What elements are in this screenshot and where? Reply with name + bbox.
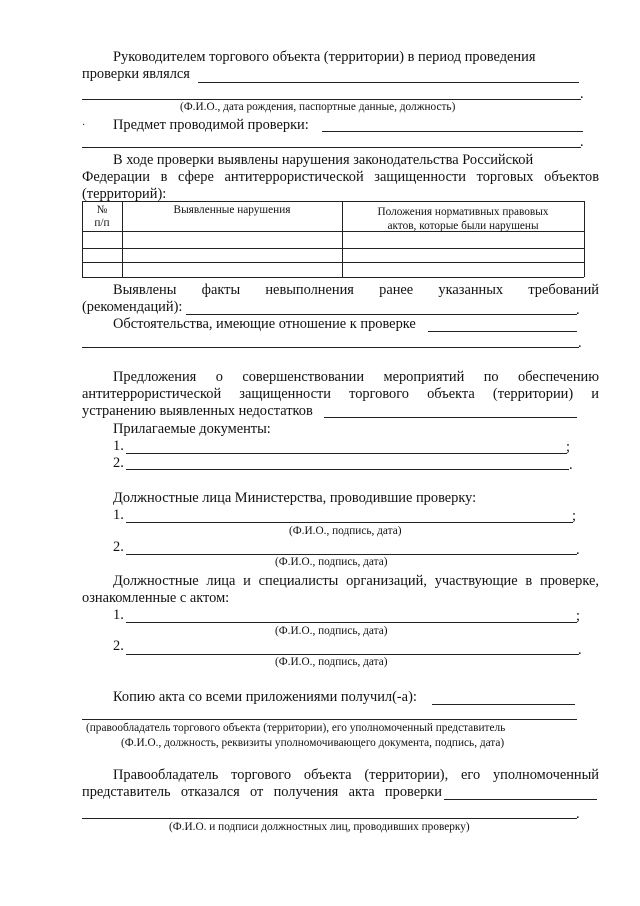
period-mark: .	[576, 806, 580, 822]
period-mark: .	[576, 542, 580, 558]
period-mark: .	[569, 457, 573, 473]
proposals-line2: антитеррористической защищенности торгового объекта (территории) и	[82, 386, 599, 402]
manager-text-line2: проверки являлся	[82, 66, 190, 82]
subject-fill-line[interactable]	[322, 131, 583, 132]
table-header-violations: Выявленные нарушения	[173, 204, 291, 216]
org-official-1-num: 1.	[113, 607, 124, 623]
table-border-right	[584, 201, 585, 277]
manager-fill-line-2[interactable]	[82, 99, 581, 100]
ministry-official-1-caption: (Ф.И.О., подпись, дата)	[289, 525, 402, 537]
copy-received-fill-line[interactable]	[432, 704, 575, 705]
owner-caption-line1: (правообладатель торгового объекта (территории), его уполномоченный представитель	[86, 722, 506, 734]
facts-fill-line[interactable]	[186, 314, 577, 315]
facts-line2: (рекомендаций):	[82, 299, 183, 315]
org-officials-line2: ознакомленные с актом:	[82, 590, 230, 606]
copy-received-label: Копию акта со всеми приложениями получил(-а):	[113, 689, 417, 705]
violations-intro-line1	[113, 152, 599, 169]
table-border-bottom	[82, 277, 584, 278]
attached-item-2-num: 2.	[113, 455, 124, 471]
period-mark: .	[580, 134, 584, 150]
circumstances-fill-line[interactable]	[428, 331, 577, 332]
ministry-official-2-num: 2.	[113, 539, 124, 555]
facts-line1: Выявлены факты невыполнения ранее указанных требований	[113, 282, 599, 298]
semicolon-mark: ;	[572, 508, 576, 524]
violations-intro-line3: (территорий):	[82, 186, 167, 202]
refused-fill-line[interactable]	[444, 799, 597, 800]
period-mark: .	[576, 302, 580, 318]
proposals-line1: Предложения о совершенствовании мероприятий по обеспечению	[113, 369, 599, 385]
attached-item-1-line[interactable]	[126, 453, 567, 454]
refused-line2: представитель отказался от получения акта проверки	[82, 784, 442, 800]
table-row-divider	[82, 262, 584, 263]
org-official-2-caption: (Ф.И.О., подпись, дата)	[275, 656, 388, 668]
refused-line1: Правообладатель торгового объекта (территории), его уполномоченный	[113, 767, 599, 783]
org-official-1-caption: (Ф.И.О., подпись, дата)	[275, 625, 388, 637]
table-header-provisions: Положения нормативных правовых	[377, 206, 549, 218]
final-caption: (Ф.И.О. и подписи должностных лиц, проводивших проверку)	[169, 821, 470, 833]
semicolon-mark: ;	[566, 439, 570, 455]
table-header-no: №	[96, 204, 108, 216]
manager-text-line1: Руководителем торгового объекта (территории) в период проведения	[113, 49, 536, 65]
proposals-line3: устранению выявленных недостатков	[82, 403, 313, 419]
org-official-1-line[interactable]	[126, 622, 577, 623]
refused-fill-line-2[interactable]	[82, 818, 577, 819]
attached-item-2-line[interactable]	[126, 469, 569, 470]
manager-fill-line[interactable]	[198, 82, 579, 83]
bullet-dot: ·	[82, 120, 86, 131]
period-mark: .	[578, 642, 582, 658]
org-official-2-line[interactable]	[126, 654, 579, 655]
org-officials-line1: Должностные лица и специалисты организаций, участвующие в проверке,	[113, 573, 599, 589]
violations-intro-line1-text: В ходе проверки выявлены нарушения законодательства Российской	[113, 152, 534, 168]
attached-label: Прилагаемые документы:	[113, 421, 271, 437]
table-border-top	[82, 201, 584, 202]
subject-label: Предмет проводимой проверки:	[113, 117, 309, 133]
ministry-official-1-line[interactable]	[126, 522, 573, 523]
org-official-2-num: 2.	[113, 638, 124, 654]
proposals-fill-line[interactable]	[324, 417, 577, 418]
period-mark: .	[578, 335, 582, 351]
semicolon-mark: ;	[576, 608, 580, 624]
table-row-divider	[82, 248, 584, 249]
copy-received-fill-line-2[interactable]	[82, 719, 577, 720]
violations-intro-line2: Федерации в сфере антитеррористической защищенности торговых объектов	[82, 169, 599, 185]
manager-caption: (Ф.И.О., дата рождения, паспортные данные, должность)	[180, 101, 456, 113]
ministry-official-2-line[interactable]	[126, 554, 577, 555]
owner-caption-line2: (Ф.И.О., должность, реквизиты уполномочивающего документа, подпись, дата)	[121, 737, 505, 749]
period-mark: .	[580, 86, 584, 102]
ministry-official-2-caption: (Ф.И.О., подпись, дата)	[275, 556, 388, 568]
circumstances-fill-line-2[interactable]	[82, 347, 579, 348]
subject-fill-line-2[interactable]	[82, 147, 581, 148]
circumstances-label: Обстоятельства, имеющие отношение к проверке	[113, 316, 416, 332]
attached-item-1-num: 1.	[113, 438, 124, 454]
table-header-provisions-sub: актов, которые были нарушены	[387, 220, 539, 232]
table-header-no-sub: п/п	[94, 217, 110, 229]
ministry-official-1-num: 1.	[113, 507, 124, 523]
ministry-officials-label: Должностные лица Министерства, проводившие проверку:	[113, 490, 477, 506]
